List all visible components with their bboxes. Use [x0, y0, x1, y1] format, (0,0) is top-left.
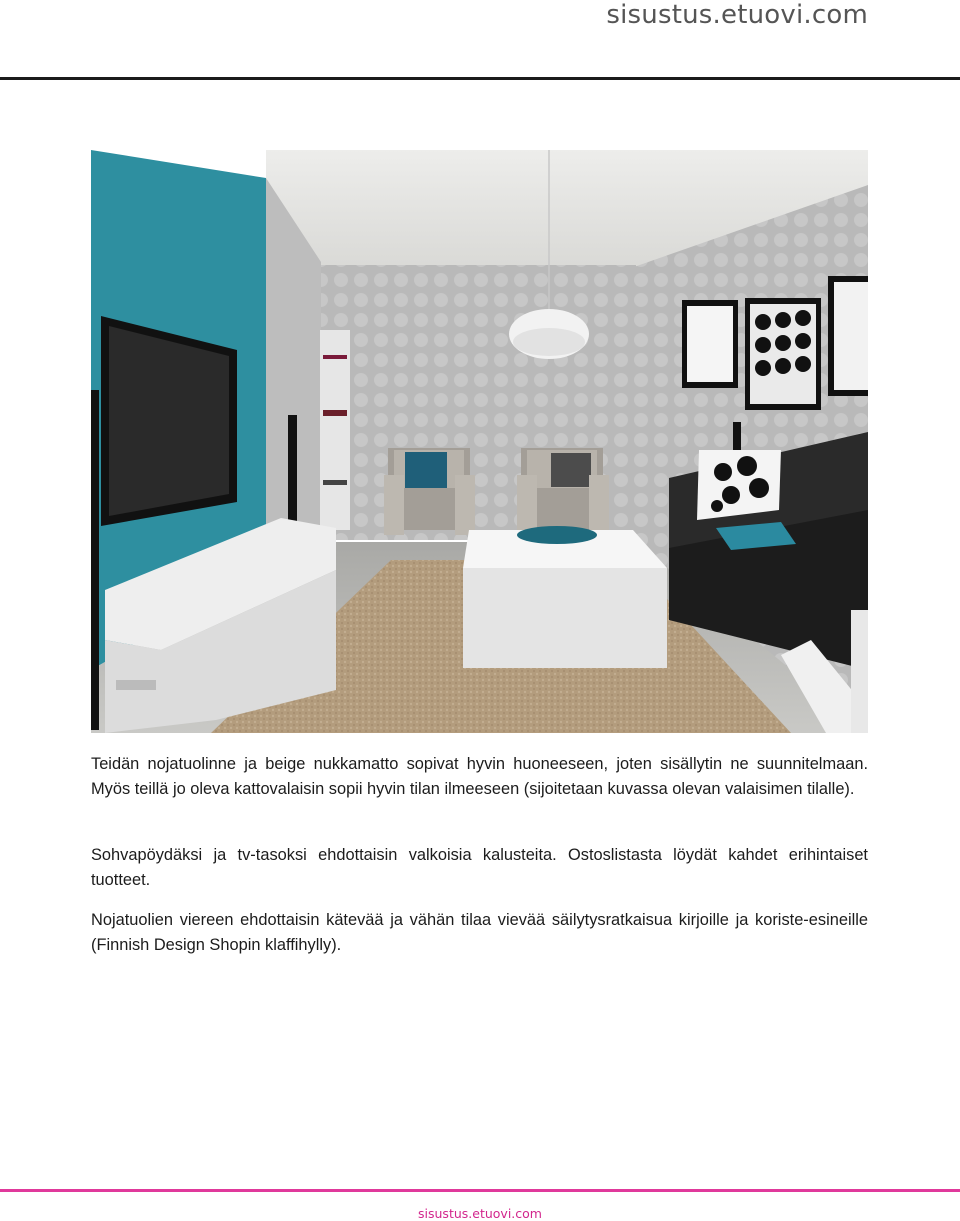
- site-title: sisustus.etuovi.com: [606, 0, 868, 30]
- paragraph-furniture: Sohvapöydäksi ja tv-tasoksi ehdottaisin valkoisia kalusteita. Ostoslistasta löydät kahdet erihintaiset tuotteet.: [91, 846, 868, 889]
- footer-site-link[interactable]: sisustus.etuovi.com: [418, 1206, 542, 1221]
- paragraph-shelf: Nojatuolien viereen ehdottaisin kätevää ja vähän tilaa vievää säilytysratkaisua kirjoille ja koriste-esineille (Finnish Design Shopin klaffihylly).: [91, 911, 868, 954]
- header-divider: [0, 77, 960, 80]
- living-room-render-image: [91, 150, 868, 733]
- paragraph-armchairs: Teidän nojatuolinne ja beige nukkamatto sopivat hyvin huoneeseen, joten sisällytin ne suunnitelmaan. Myös teillä jo oleva kattovalaisin sopii hyvin tilan ilmeeseen (sijoitetaan kuvassa olevan valaisimen tilalle).: [91, 755, 868, 798]
- footer-divider: [0, 1189, 960, 1192]
